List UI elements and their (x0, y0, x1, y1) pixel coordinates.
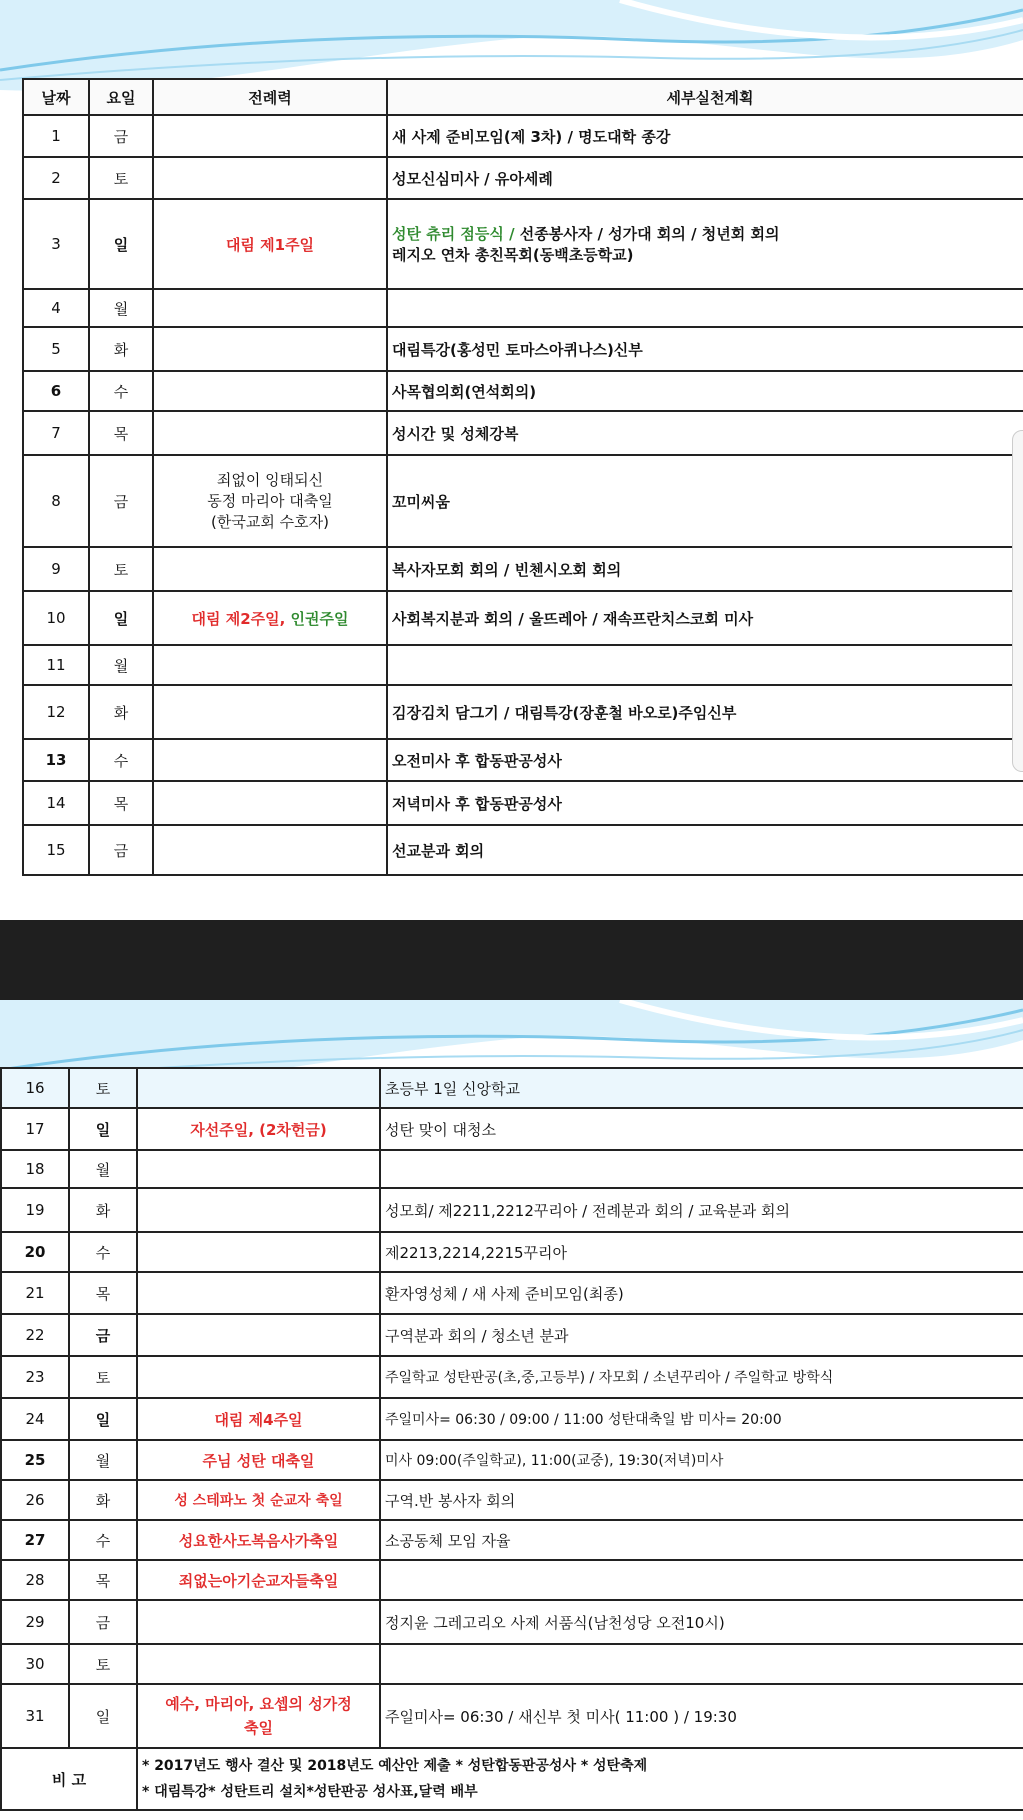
day-cell: 일 (69, 1684, 137, 1748)
liturgy-cell (153, 157, 387, 199)
table-row (23, 781, 1023, 825)
memo-line: * 2017년도 행사 결산 및 2018년도 예산안 제출 * 성탄합동판공성사 * 성탄축제 (142, 1758, 648, 1774)
liturgy-cell (153, 327, 387, 371)
table-row (1, 1480, 1023, 1520)
table-row (1, 1560, 1023, 1600)
liturgy-cell (153, 739, 387, 781)
table-row (23, 199, 1023, 289)
plan-cell: 정지윤 그레고리오 사제 서품식(남천성당 오전10시) (380, 1600, 1023, 1644)
liturgy-cell (153, 547, 387, 591)
plan-highlight: 성탄 츄리 점등식 / (392, 225, 515, 243)
plan-cell: 선교분과 회의 (387, 825, 1023, 875)
liturgy-cell: 죄없는아기순교자들축일 (137, 1560, 380, 1600)
date-cell: 29 (1, 1600, 69, 1644)
date-cell: 17 (1, 1108, 69, 1150)
day-cell: 토 (69, 1644, 137, 1684)
plan-cell: 구역.반 봉사자 회의 (380, 1480, 1023, 1520)
plan-cell: 대림특강(홍성민 토마스아퀴나스)신부 (387, 327, 1023, 371)
liturgy-cell (137, 1150, 380, 1188)
table-row (1, 1188, 1023, 1232)
liturgy-cell (153, 591, 387, 645)
table-row (23, 685, 1023, 739)
liturgy-cell (153, 781, 387, 825)
liturgy-line: (한국교회 수호자) (211, 512, 329, 531)
table-row (23, 645, 1023, 685)
plan-cell: 사회복지분과 회의 / 울뜨레아 / 재속프란치스코회 미사 (387, 591, 1023, 645)
plan-cell: 복사자모회 회의 / 빈첸시오회 회의 (387, 547, 1023, 591)
day-cell: 토 (69, 1068, 137, 1108)
liturgy-line: 예수, 마리아, 요셉의 성가정 (165, 1695, 352, 1713)
day-cell: 월 (69, 1440, 137, 1480)
table-row (23, 455, 1023, 547)
plan-cell: 오전미사 후 합동판공성사 (387, 739, 1023, 781)
liturgy-cell: 자선주일, (2차헌금) (137, 1108, 380, 1150)
plan-cell: 성모신심미사 / 유아세례 (387, 157, 1023, 199)
table-row (1, 1440, 1023, 1480)
liturgy-cell: 성요한사도복음사가축일 (137, 1520, 380, 1560)
date-cell: 25 (1, 1440, 69, 1480)
plan-cell: 소공동체 모임 자율 (380, 1520, 1023, 1560)
day-cell: 금 (69, 1314, 137, 1356)
liturgy-cell (153, 685, 387, 739)
plan-cell: 초등부 1일 신앙학교 (380, 1068, 1023, 1108)
date-cell: 28 (1, 1560, 69, 1600)
date-cell: 9 (23, 547, 89, 591)
date-cell: 12 (23, 685, 89, 739)
table-row (1, 1356, 1023, 1398)
liturgy-cell (137, 1272, 380, 1314)
liturgy-cell (137, 1232, 380, 1272)
date-cell: 3 (23, 199, 89, 289)
day-cell: 수 (89, 739, 153, 781)
date-cell: 1 (23, 115, 89, 157)
liturgy-cell (153, 115, 387, 157)
plan-cell: 구역분과 회의 / 청소년 분과 (380, 1314, 1023, 1356)
day-cell: 화 (69, 1480, 137, 1520)
liturgy-cell: 대림 제1주일 (153, 199, 387, 289)
table-row (1, 1600, 1023, 1644)
plan-cell: 성모회/ 제2211,2212꾸리아 / 전례분과 회의 / 교육분과 회의 (380, 1188, 1023, 1232)
day-cell: 목 (89, 411, 153, 455)
day-cell: 금 (89, 115, 153, 157)
header-day: 요일 (89, 79, 153, 115)
plan-cell: 김장김치 담그기 / 대림특강(장훈철 바오로)주임신부 (387, 685, 1023, 739)
plan-cell: 주일학교 성탄판공(초,중,고등부) / 자모회 / 소년꾸리아 / 주일학교 방학식 (380, 1356, 1023, 1398)
table-row (23, 157, 1023, 199)
date-cell: 13 (23, 739, 89, 781)
day-cell: 토 (89, 547, 153, 591)
table-row (1, 1068, 1023, 1108)
day-cell: 월 (89, 289, 153, 327)
memo-line: * 대림특강* 성탄트리 설치*성탄판공 성사표,달력 배부 (142, 1784, 478, 1800)
plan-cell: 주일미사= 06:30 / 09:00 / 11:00 성탄대축일 밤 미사= 20:00 (380, 1398, 1023, 1440)
plan-cell: 미사 09:00(주일학교), 11:00(교중), 19:30(저녁)미사 (380, 1440, 1023, 1480)
date-cell: 24 (1, 1398, 69, 1440)
table-row (23, 371, 1023, 411)
table-row (1, 1398, 1023, 1440)
day-cell: 월 (89, 645, 153, 685)
memo-cell (137, 1748, 1023, 1810)
liturgy-cell: 주님 성탄 대축일 (137, 1440, 380, 1480)
table-row (23, 115, 1023, 157)
table-row (1, 1108, 1023, 1150)
table-row (23, 825, 1023, 875)
table-row (1, 1644, 1023, 1684)
memo-label: 비 고 (1, 1748, 137, 1810)
header-plan: 세부실천계획 (387, 79, 1023, 115)
schedule-table-bottom (0, 1067, 1023, 1811)
plan-cell: 제2213,2214,2215꾸리아 (380, 1232, 1023, 1272)
date-cell: 2 (23, 157, 89, 199)
liturgy-cell (153, 645, 387, 685)
date-cell: 18 (1, 1150, 69, 1188)
date-cell: 8 (23, 455, 89, 547)
plan-cell: 주일미사= 06:30 / 새신부 첫 미사( 11:00 ) / 19:30 (380, 1684, 1023, 1748)
table-row (1, 1232, 1023, 1272)
plan-text: 선종봉사자 / 성가대 회의 / 청년회 회의 (514, 225, 780, 243)
liturgy-cell (153, 289, 387, 327)
day-cell: 목 (69, 1560, 137, 1600)
date-cell: 4 (23, 289, 89, 327)
date-cell: 6 (23, 371, 89, 411)
day-cell: 수 (89, 371, 153, 411)
liturgy-cell (137, 1356, 380, 1398)
header-liturgy: 전례력 (153, 79, 387, 115)
plan-cell: 환자영성체 / 새 사제 준비모임(최종) (380, 1272, 1023, 1314)
liturgy-cell (137, 1068, 380, 1108)
liturgy-cell (137, 1314, 380, 1356)
memo-row (1, 1748, 1023, 1810)
date-cell: 23 (1, 1356, 69, 1398)
plan-cell: 사목협의회(연석회의) (387, 371, 1023, 411)
header-date: 날짜 (23, 79, 89, 115)
liturgy-cell (137, 1188, 380, 1232)
date-cell: 15 (23, 825, 89, 875)
table-row (23, 591, 1023, 645)
date-cell: 16 (1, 1068, 69, 1108)
day-cell: 목 (89, 781, 153, 825)
date-cell: 21 (1, 1272, 69, 1314)
liturgy-cell (153, 371, 387, 411)
liturgy-cell (153, 825, 387, 875)
day-cell: 금 (69, 1600, 137, 1644)
plan-cell: 새 사제 준비모임(제 3차) / 명도대학 종강 (387, 115, 1023, 157)
plan-cell: 성탄 맞이 대청소 (380, 1108, 1023, 1150)
date-cell: 11 (23, 645, 89, 685)
day-cell: 목 (69, 1272, 137, 1314)
liturgy-green-text: 인권주일 (290, 609, 349, 628)
day-cell: 일 (69, 1108, 137, 1150)
liturgy-cell (137, 1600, 380, 1644)
scrollbar[interactable] (1012, 430, 1023, 772)
day-cell: 금 (89, 825, 153, 875)
liturgy-cell: 대림 제4주일 (137, 1398, 380, 1440)
date-cell: 20 (1, 1232, 69, 1272)
liturgy-cell (137, 1684, 380, 1748)
plan-cell: 저녁미사 후 합동판공성사 (387, 781, 1023, 825)
liturgy-cell (153, 411, 387, 455)
date-cell: 30 (1, 1644, 69, 1684)
date-cell: 27 (1, 1520, 69, 1560)
schedule-page-bottom (0, 1000, 1023, 1820)
day-cell: 일 (69, 1398, 137, 1440)
table-row (23, 411, 1023, 455)
day-cell: 화 (69, 1188, 137, 1232)
table-row (1, 1314, 1023, 1356)
date-cell: 31 (1, 1684, 69, 1748)
plan-cell (387, 199, 1023, 289)
day-cell: 일 (89, 199, 153, 289)
liturgy-line: 축일 (244, 1719, 273, 1737)
plan-cell (387, 645, 1023, 685)
schedule-table-top (22, 78, 1023, 876)
date-cell: 5 (23, 327, 89, 371)
table-row (23, 289, 1023, 327)
table-row (23, 327, 1023, 371)
liturgy-line: 동정 마리아 대축일 (207, 491, 333, 510)
date-cell: 22 (1, 1314, 69, 1356)
day-cell: 토 (69, 1356, 137, 1398)
plan-cell: 성시간 및 성체강복 (387, 411, 1023, 455)
table-row (1, 1272, 1023, 1314)
date-cell: 19 (1, 1188, 69, 1232)
day-cell: 토 (89, 157, 153, 199)
liturgy-cell (137, 1644, 380, 1684)
plan-cell (387, 289, 1023, 327)
plan-text-line2: 레지오 연차 총친목회(동백초등학교) (392, 246, 634, 264)
table-row (23, 739, 1023, 781)
plan-cell (380, 1644, 1023, 1684)
table-row (23, 547, 1023, 591)
day-cell: 월 (69, 1150, 137, 1188)
liturgy-red-text: 대림 제2주일, (191, 609, 291, 628)
table-row (1, 1150, 1023, 1188)
day-cell: 화 (89, 327, 153, 371)
plan-cell: 꼬미씨움 (387, 455, 1023, 547)
table-row (1, 1684, 1023, 1748)
liturgy-cell (153, 455, 387, 547)
date-cell: 26 (1, 1480, 69, 1520)
date-cell: 7 (23, 411, 89, 455)
day-cell: 수 (69, 1232, 137, 1272)
date-cell: 10 (23, 591, 89, 645)
day-cell: 화 (89, 685, 153, 739)
day-cell: 금 (89, 455, 153, 547)
date-cell: 14 (23, 781, 89, 825)
page-divider (0, 920, 1023, 1000)
plan-cell (380, 1560, 1023, 1600)
table-row (1, 1520, 1023, 1560)
liturgy-line: 죄없이 잉태되신 (216, 470, 324, 489)
day-cell: 일 (89, 591, 153, 645)
liturgy-cell: 성 스테파노 첫 순교자 축일 (137, 1480, 380, 1520)
day-cell: 수 (69, 1520, 137, 1560)
plan-cell (380, 1150, 1023, 1188)
